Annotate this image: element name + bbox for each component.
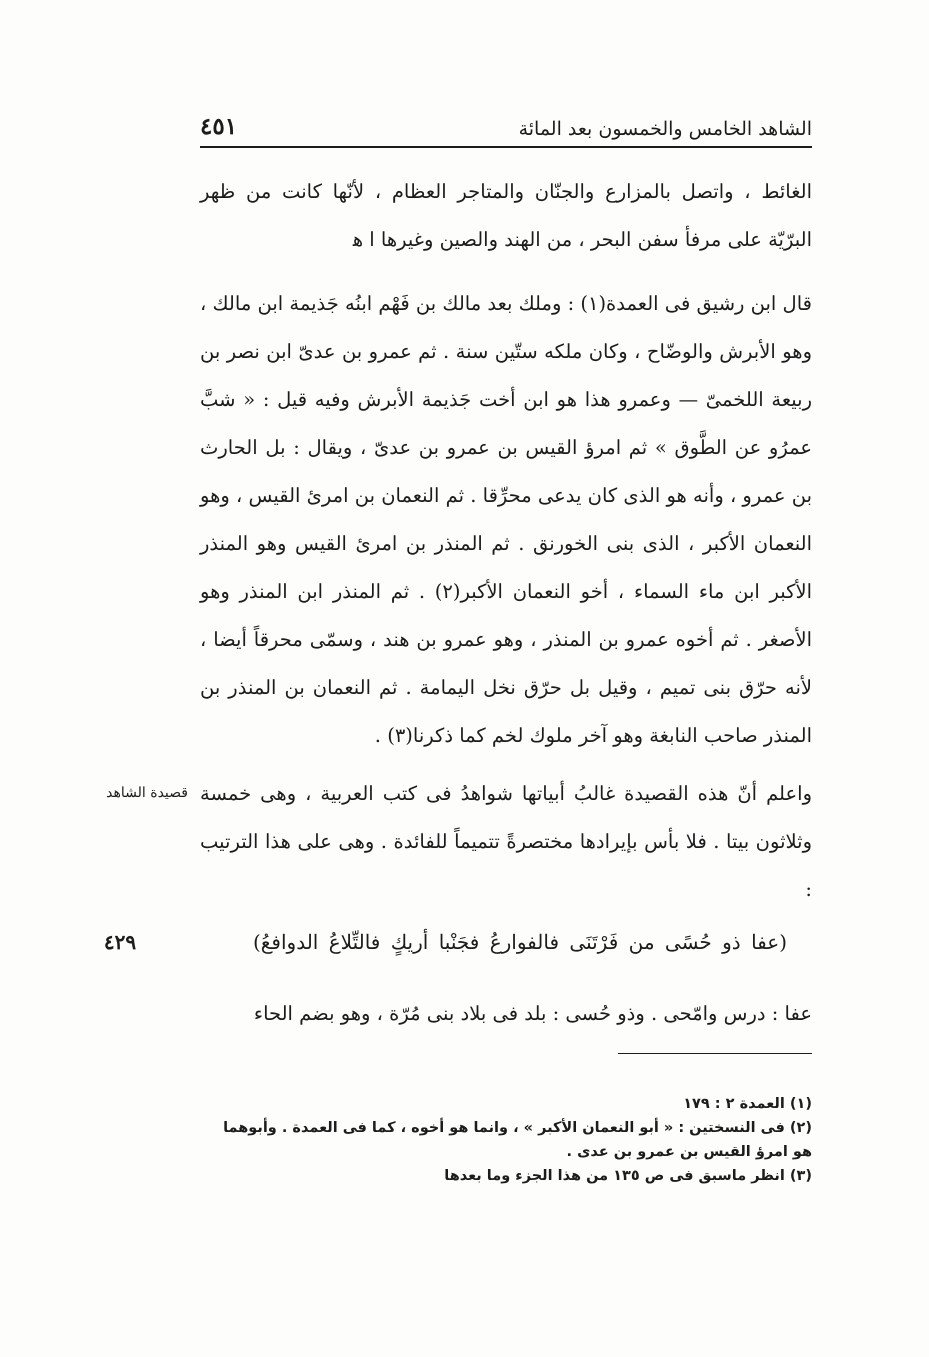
footnote-3: (٣) انظر ماسبق فى ص ١٣٥ من هذا الجزء وما بعدها: [444, 1168, 812, 1184]
paragraph-poem-intro: واعلم أنّ هذه القصيدة غالبُ أبياتها شواهدُ فى كتب العربية ، وهى خمسة وثلاثون بيتا . فلا بأس بإيرادها مختصرةً تتميماً للفائدة . وهى على هذا الترتيب :: [200, 782, 812, 901]
verse-number: ٤٢٩: [103, 930, 137, 954]
running-header: [200, 100, 812, 140]
verse-gloss: عفا : درس وامّحى . وذو حُسى : بلد فى بلاد بنى مُرّة ، وهو بضم الحاء: [253, 1002, 812, 1025]
paragraph-continuation: الغائط ، واتصل بالمزارع والجنّان والمتاجر العظام ، لأنّها كانت من ظهر البرّيّة على مرفأ سفن البحر ، من الهند والصين وغيرها ا ﻫ: [200, 180, 812, 251]
running-title: الشاهد الخامس والخمسون بعد المائة: [518, 118, 812, 140]
footnote-2: (٢) فى النسختين : « أبو النعمان الأكبر » ، وانما هو أخوه ، كما فى العمدة . وأبوهما هو امرؤ القيس بن عمرو بن عدى .: [223, 1120, 812, 1160]
footnote-1: (١) العمدة ٢ : ١٧٩: [683, 1096, 812, 1112]
page-number: ٤٥١: [200, 113, 238, 140]
poem-verse: (عفا ذو حُسًى من فَرْتَنَى فالفوارعُ فجَنْبا أريكٍ فالتِّلاعُ الدوافعُ): [252, 930, 788, 954]
header-rule: [200, 146, 812, 148]
footnote-rule: [618, 1053, 812, 1054]
paragraph-kings-list: قال ابن رشيق فى العمدة(١) : وملك بعد مالك بن فَهْم ابنُه جَذيمة ابن مالك ، وهو الأبرش والوضّاح ، وكان ملكه ستّين سنة . ثم عمرو بن عدىّ ابن نصر بن ربيعة اللخمىّ — وعمرو هذا هو ابن أخت جَذيمة الأبرش وفيه قيل : « شبَّ عمرُو عن الطَّوق » ثم امرؤ القيس بن عمرو بن عدىّ ، ويقال : بل الحارث بن عمرو ، وأنه هو الذى كان يدعى محرِّقا . ثم النعمان بن امرئ القيس ، وهو النعمان الأكبر ، الذى بنى الخورنق . ثم المنذر بن امرئ القيس وهو المنذر الأكبر ابن ماء السماء ، أخو النعمان الأكبر(٢) . ثم المنذر ابن المنذر وهو الأصغر . ثم أخوه عمرو بن المنذر ، وهو عمرو بن هند ، وسمّى محرقاً أيضا ، لأنه حرّق بنى تميم ، وقيل بل حرّق نخل اليمامة . ثم النعمان بن المنذر بن المنذر صاحب النابغة وهو آخر ملوك لخم كما ذكرنا(٣) .: [200, 292, 812, 747]
margin-note: قصيدة الشاهد: [106, 785, 188, 801]
footnotes: [200, 1092, 812, 1188]
